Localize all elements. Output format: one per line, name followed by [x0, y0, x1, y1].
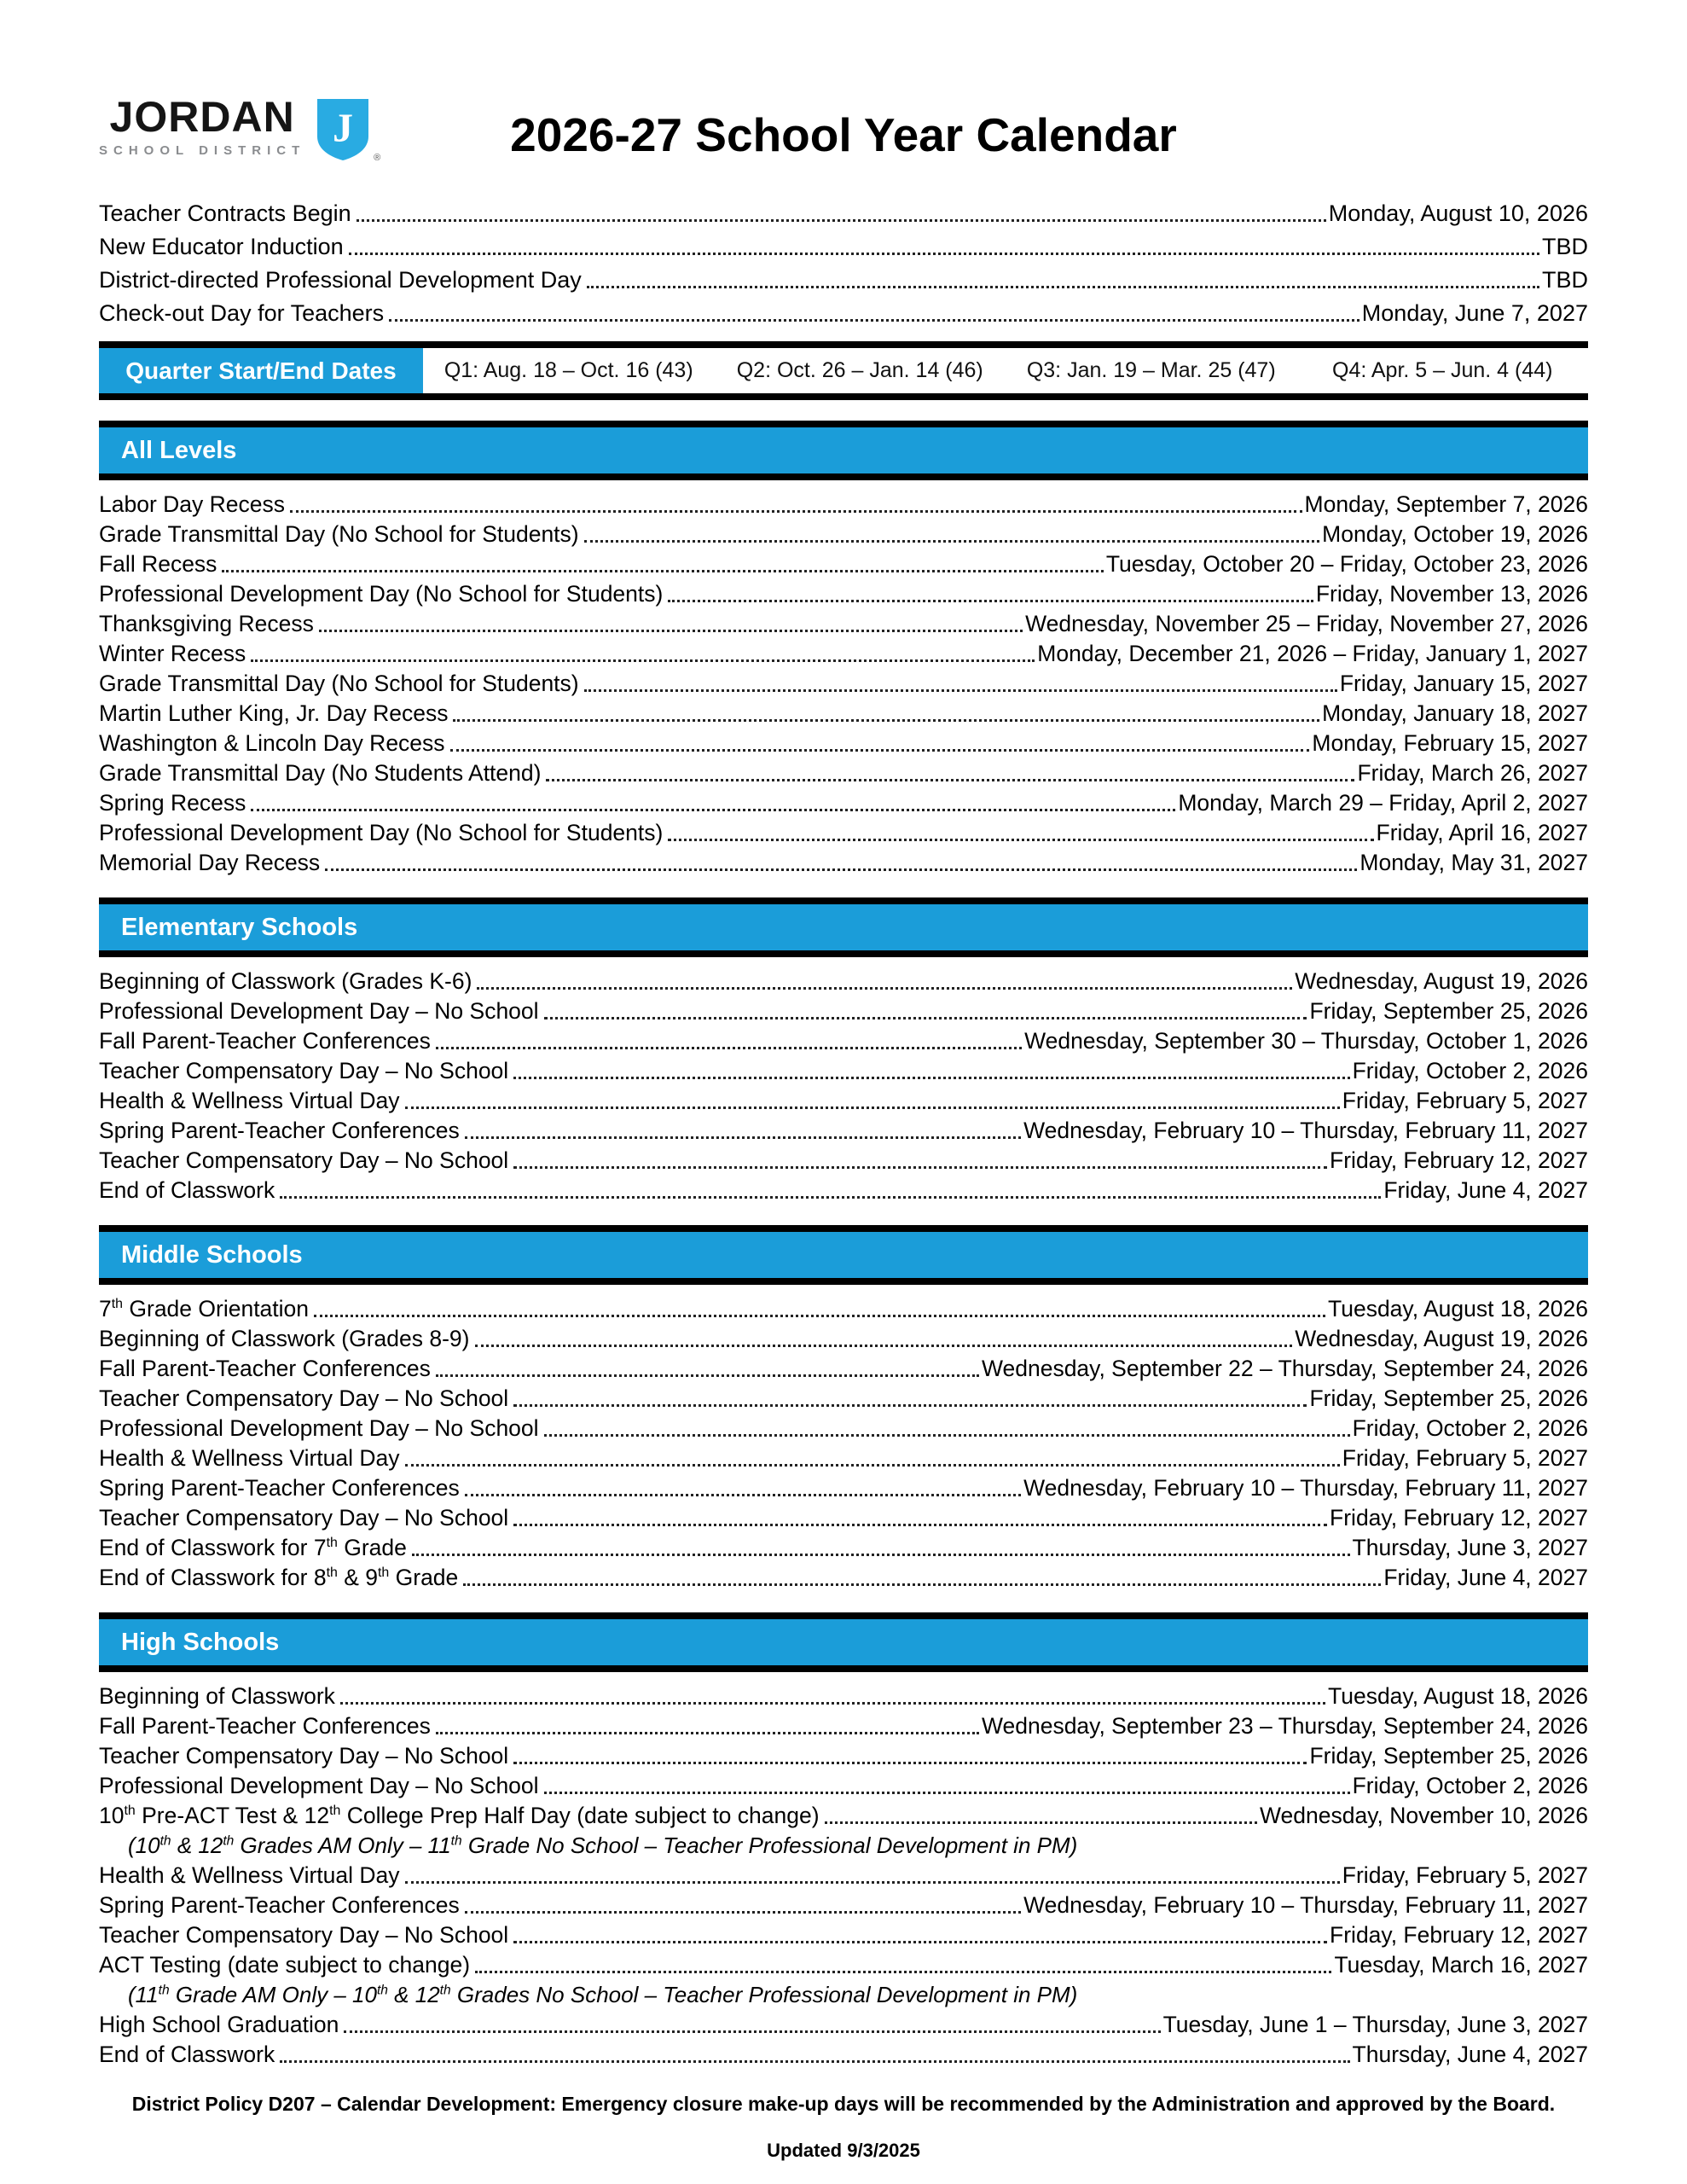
- calendar-row: [99, 1293, 1588, 1323]
- calendar-row: [99, 608, 1588, 638]
- page-footer: [99, 2093, 1588, 2162]
- section-rows-high-schools: [99, 1681, 1588, 2069]
- event-date: Wednesday, February 10 – Thursday, February 11, 2027: [1023, 1118, 1588, 1143]
- event-date: Monday, September 7, 2026: [1304, 491, 1588, 517]
- calendar-row: [99, 1740, 1588, 1770]
- dot-leader: [251, 659, 1035, 662]
- dot-leader: [436, 1047, 1022, 1049]
- event-label: End of Classwork: [99, 2042, 275, 2067]
- dot-leader: [325, 868, 1357, 871]
- event-label: Beginning of Classwork (Grades 8-9): [99, 1326, 470, 1351]
- dot-leader: [340, 1702, 1325, 1705]
- event-label: Check-out Day for Teachers: [99, 300, 385, 326]
- dot-leader: [436, 1374, 979, 1377]
- event-label: High School Graduation: [99, 2012, 339, 2037]
- event-date: Wednesday, November 10, 2026: [1260, 1803, 1588, 1828]
- district-logo: [99, 93, 381, 166]
- dot-leader: [475, 1971, 1331, 1973]
- dot-leader: [544, 1792, 1350, 1794]
- event-date: Tuesday, October 20 – Friday, October 23, 2026: [1105, 551, 1588, 577]
- calendar-row: [99, 1115, 1588, 1145]
- event-label: Teacher Compensatory Day – No School: [99, 1147, 509, 1173]
- event-label: Grade Transmittal Day (No Students Attend): [99, 760, 542, 786]
- calendar-row: [99, 1055, 1588, 1085]
- calendar-row: [99, 787, 1588, 817]
- event-date: Wednesday, August 19, 2026: [1295, 1326, 1588, 1351]
- calendar-row: [99, 1085, 1588, 1115]
- dot-leader: [544, 1017, 1307, 1019]
- dot-leader: [475, 1345, 1293, 1347]
- logo-wordmark: JORDAN: [109, 93, 295, 141]
- dot-leader: [463, 1583, 1381, 1586]
- dot-leader: [453, 719, 1319, 722]
- event-date: Wednesday, February 10 – Thursday, February 11, 2027: [1023, 1892, 1588, 1918]
- quarter-ranges: [423, 348, 1588, 393]
- calendar-row: [99, 966, 1588, 996]
- event-date: Wednesday, August 19, 2026: [1295, 968, 1588, 994]
- event-date: Friday, March 26, 2027: [1357, 760, 1588, 786]
- dot-leader: [465, 1136, 1021, 1139]
- section-header-all-levels: [99, 421, 1588, 480]
- calendar-row: [99, 1502, 1588, 1532]
- logo-text: [99, 93, 306, 158]
- section-title: Middle Schools: [121, 1240, 303, 1269]
- calendar-row: [99, 1025, 1588, 1055]
- calendar-row: [99, 1145, 1588, 1175]
- event-date: Thursday, June 4, 2027: [1352, 2042, 1588, 2067]
- calendar-row: [99, 638, 1588, 668]
- section-header-high-schools: [99, 1612, 1588, 1672]
- policy-note: District Policy D207 – Calendar Development: Emergency closure make-up days will be recommended by the Administration and approved by the Board.: [131, 2093, 1556, 2115]
- event-label: Washington & Lincoln Day Recess: [99, 730, 445, 756]
- event-date: TBD: [1542, 267, 1588, 293]
- event-label: Grade Transmittal Day (No School for Students): [99, 671, 579, 696]
- calendar-row: [99, 817, 1588, 847]
- dot-leader: [584, 689, 1337, 692]
- calendar-row: [99, 489, 1588, 519]
- calendar-row: [99, 1443, 1588, 1472]
- event-label: Teacher Compensatory Day – No School: [99, 1058, 509, 1083]
- event-date: Friday, June 4, 2027: [1383, 1177, 1588, 1203]
- event-label: Teacher Compensatory Day – No School: [99, 1743, 509, 1769]
- dot-leader: [465, 1911, 1021, 1914]
- calendar-row: [99, 698, 1588, 728]
- calendar-row: [99, 1949, 1588, 1979]
- event-label: 10th Pre-ACT Test & 12th College Prep Half Day (date subject to change): [99, 1803, 820, 1828]
- event-date: Monday, December 21, 2026 – Friday, January 1, 2027: [1037, 641, 1588, 666]
- calendar-row: [99, 578, 1588, 608]
- dot-leader: [405, 1107, 1340, 1109]
- event-date: Monday, August 10, 2026: [1328, 200, 1588, 226]
- section-title: High Schools: [121, 1628, 280, 1656]
- dot-leader: [405, 1464, 1340, 1467]
- event-label: Fall Parent-Teacher Conferences: [99, 1356, 431, 1381]
- event-date: Monday, January 18, 2027: [1322, 700, 1588, 726]
- dot-leader: [584, 540, 1320, 543]
- note-text: (11th Grade AM Only – 10th & 12th Grades No School – Teacher Professional Development in PM): [128, 1982, 1078, 2007]
- calendar-row: [99, 294, 1588, 328]
- event-label: Professional Development Day – No School: [99, 998, 539, 1024]
- event-label: Teacher Compensatory Day – No School: [99, 1505, 509, 1531]
- calendar-row: [99, 1413, 1588, 1443]
- dot-leader: [436, 1732, 979, 1734]
- calendar-row: [99, 728, 1588, 758]
- event-label: Thanksgiving Recess: [99, 611, 314, 636]
- dot-leader: [465, 1494, 1021, 1496]
- event-date: Friday, February 12, 2027: [1330, 1147, 1588, 1173]
- logo-shield-icon: [316, 97, 381, 166]
- dot-leader: [668, 600, 1313, 602]
- event-label: Teacher Contracts Begin: [99, 200, 351, 226]
- dot-leader: [222, 570, 1103, 572]
- calendar-row: [99, 261, 1588, 294]
- event-date: Tuesday, June 1 – Thursday, June 3, 2027: [1162, 2012, 1588, 2037]
- dot-leader: [513, 1762, 1307, 1764]
- event-label: Martin Luther King, Jr. Day Recess: [99, 700, 449, 726]
- event-date: Wednesday, September 23 – Thursday, September 24, 2026: [981, 1713, 1588, 1739]
- section-header-middle-schools: [99, 1225, 1588, 1285]
- quarter-range: Q4: Apr. 5 – Jun. 4 (44): [1332, 358, 1553, 382]
- calendar-row: [99, 1770, 1588, 1800]
- event-label: End of Classwork for 8th & 9th Grade: [99, 1565, 459, 1590]
- dot-leader: [546, 779, 1354, 781]
- dot-leader: [450, 749, 1310, 752]
- event-label: End of Classwork: [99, 1177, 275, 1203]
- event-label: Professional Development Day – No School: [99, 1415, 539, 1441]
- event-label: Grade Transmittal Day (No School for Students): [99, 521, 579, 547]
- registered-mark: ®: [374, 153, 381, 163]
- event-date: Thursday, June 3, 2027: [1352, 1535, 1588, 1560]
- event-label: Labor Day Recess: [99, 491, 285, 517]
- calendar-row: [99, 996, 1588, 1025]
- event-label: Fall Parent-Teacher Conferences: [99, 1713, 431, 1739]
- calendar-row: [99, 1175, 1588, 1205]
- event-date: Friday, October 2, 2026: [1352, 1415, 1588, 1441]
- calendar-row: [99, 1353, 1588, 1383]
- calendar-row: [99, 1472, 1588, 1502]
- calendar-row: [99, 758, 1588, 787]
- event-date: Friday, February 12, 2027: [1330, 1922, 1588, 1948]
- event-date: Friday, November 13, 2026: [1315, 581, 1588, 607]
- dot-leader: [477, 987, 1292, 990]
- event-date: Friday, September 25, 2026: [1309, 998, 1588, 1024]
- event-label: Professional Development Day (No School for Students): [99, 581, 664, 607]
- calendar-row: [99, 1890, 1588, 1920]
- calendar-row: [99, 1532, 1588, 1562]
- event-date: Friday, September 25, 2026: [1309, 1385, 1588, 1411]
- event-date: Friday, February 5, 2027: [1342, 1862, 1588, 1888]
- event-date: Friday, February 5, 2027: [1342, 1088, 1588, 1113]
- calendar-row: [99, 1562, 1588, 1592]
- dot-leader: [290, 510, 1302, 513]
- event-date: Friday, June 4, 2027: [1383, 1565, 1588, 1590]
- event-date: Tuesday, August 18, 2026: [1328, 1683, 1588, 1709]
- dot-leader: [513, 1166, 1327, 1169]
- teacher-dates-block: [99, 195, 1588, 328]
- event-date: Friday, February 12, 2027: [1330, 1505, 1588, 1531]
- event-date: Wednesday, November 25 – Friday, November 27, 2026: [1025, 611, 1588, 636]
- event-date: Monday, March 29 – Friday, April 2, 2027: [1178, 790, 1588, 816]
- event-date: Friday, October 2, 2026: [1352, 1773, 1588, 1798]
- event-label: Professional Development Day – No School: [99, 1773, 539, 1798]
- section-title: Elementary Schools: [121, 913, 358, 941]
- event-label: ACT Testing (date subject to change): [99, 1952, 471, 1978]
- masthead: [99, 93, 1588, 174]
- calendar-sections: [99, 421, 1588, 2069]
- dot-leader: [405, 1881, 1340, 1884]
- section-title: All Levels: [121, 436, 237, 464]
- note-text: (10th & 12th Grades AM Only – 11th Grade No School – Teacher Professional Development in PM): [128, 1833, 1078, 1858]
- event-label: Spring Parent-Teacher Conferences: [99, 1475, 460, 1501]
- event-label: Fall Recess: [99, 551, 217, 577]
- dot-leader: [314, 1315, 1325, 1317]
- event-label: Memorial Day Recess: [99, 850, 321, 875]
- dot-leader: [280, 2060, 1349, 2063]
- calendar-row: [99, 2009, 1588, 2039]
- dot-leader: [319, 630, 1023, 632]
- dot-leader: [412, 1554, 1350, 1556]
- event-date: Wednesday, September 22 – Thursday, September 24, 2026: [981, 1356, 1588, 1381]
- event-label: Health & Wellness Virtual Day: [99, 1862, 400, 1888]
- event-label: 7th Grade Orientation: [99, 1296, 310, 1321]
- event-label: End of Classwork for 7th Grade: [99, 1535, 407, 1560]
- event-date: Friday, September 25, 2026: [1309, 1743, 1588, 1769]
- calendar-row: [99, 1920, 1588, 1949]
- calendar-row: [99, 519, 1588, 549]
- calendar-row: [99, 847, 1588, 877]
- dot-leader: [251, 809, 1175, 811]
- event-label: Health & Wellness Virtual Day: [99, 1445, 400, 1471]
- quarter-range: Q2: Oct. 26 – Jan. 14 (46): [736, 358, 983, 382]
- event-date: Wednesday, September 30 – Thursday, October 1, 2026: [1024, 1028, 1588, 1054]
- section-header-elementary-schools: [99, 897, 1588, 957]
- dot-leader: [668, 839, 1373, 841]
- event-label: Teacher Compensatory Day – No School: [99, 1385, 509, 1411]
- event-label: Winter Recess: [99, 641, 246, 666]
- calendar-row: [99, 195, 1588, 228]
- event-date: Friday, January 15, 2027: [1339, 671, 1588, 696]
- quarter-range: Q3: Jan. 19 – Mar. 25 (47): [1026, 358, 1276, 382]
- page-title: 2026-27 School Year Calendar: [510, 108, 1177, 161]
- calendar-row: [99, 1681, 1588, 1711]
- event-label: Fall Parent-Teacher Conferences: [99, 1028, 431, 1054]
- event-label: Spring Parent-Teacher Conferences: [99, 1118, 460, 1143]
- event-date: Wednesday, February 10 – Thursday, February 11, 2027: [1023, 1475, 1588, 1501]
- event-note: [99, 1830, 1588, 1860]
- event-date: Tuesday, August 18, 2026: [1328, 1296, 1588, 1321]
- event-label: Spring Parent-Teacher Conferences: [99, 1892, 460, 1918]
- event-label: Teacher Compensatory Day – No School: [99, 1922, 509, 1948]
- event-date: Monday, February 15, 2027: [1312, 730, 1588, 756]
- event-label: New Educator Induction: [99, 234, 344, 259]
- dot-leader: [513, 1077, 1349, 1079]
- dot-leader: [389, 319, 1359, 322]
- quarter-bar: [99, 341, 1588, 400]
- logo-subtitle: SCHOOL DISTRICT: [99, 143, 306, 158]
- dot-leader: [349, 253, 1539, 255]
- dot-leader: [513, 1941, 1327, 1943]
- section-rows-middle-schools: [99, 1293, 1588, 1592]
- dot-leader: [513, 1524, 1327, 1526]
- section-rows-all-levels: [99, 489, 1588, 877]
- event-label: Beginning of Classwork: [99, 1683, 335, 1709]
- calendar-row: [99, 668, 1588, 698]
- dot-leader: [357, 219, 1326, 222]
- calendar-row: [99, 1860, 1588, 1890]
- event-date: Friday, February 5, 2027: [1342, 1445, 1588, 1471]
- shield-letter: J: [333, 106, 354, 151]
- event-date: Monday, May 31, 2027: [1359, 850, 1588, 875]
- event-label: Health & Wellness Virtual Day: [99, 1088, 400, 1113]
- event-date: Monday, June 7, 2027: [1361, 300, 1588, 326]
- calendar-row: [99, 1711, 1588, 1740]
- dot-leader: [513, 1404, 1307, 1407]
- event-label: Professional Development Day (No School for Students): [99, 820, 664, 845]
- event-date: Monday, October 19, 2026: [1322, 521, 1588, 547]
- calendar-row: [99, 2039, 1588, 2069]
- event-label: District-directed Professional Development Day: [99, 267, 582, 293]
- event-date: Friday, April 16, 2027: [1376, 820, 1588, 845]
- event-date: TBD: [1542, 234, 1588, 259]
- event-date: Tuesday, March 16, 2027: [1334, 1952, 1588, 1978]
- event-label: Spring Recess: [99, 790, 246, 816]
- quarter-bar-label: Quarter Start/End Dates: [99, 348, 423, 393]
- dot-leader: [587, 286, 1539, 288]
- quarter-range: Q1: Aug. 18 – Oct. 16 (43): [443, 358, 693, 382]
- calendar-row: [99, 1383, 1588, 1413]
- event-date: Friday, October 2, 2026: [1352, 1058, 1588, 1083]
- section-rows-elementary-schools: [99, 966, 1588, 1205]
- dot-leader: [825, 1821, 1257, 1824]
- calendar-row: [99, 1323, 1588, 1353]
- event-note: [99, 1979, 1588, 2009]
- updated-date: Updated 9/3/2025: [767, 2140, 920, 2161]
- dot-leader: [344, 2030, 1160, 2033]
- event-label: Beginning of Classwork (Grades K-6): [99, 968, 472, 994]
- calendar-row: [99, 1800, 1588, 1830]
- calendar-row: [99, 549, 1588, 578]
- dot-leader: [280, 1196, 1381, 1199]
- dot-leader: [544, 1434, 1350, 1437]
- calendar-row: [99, 228, 1588, 261]
